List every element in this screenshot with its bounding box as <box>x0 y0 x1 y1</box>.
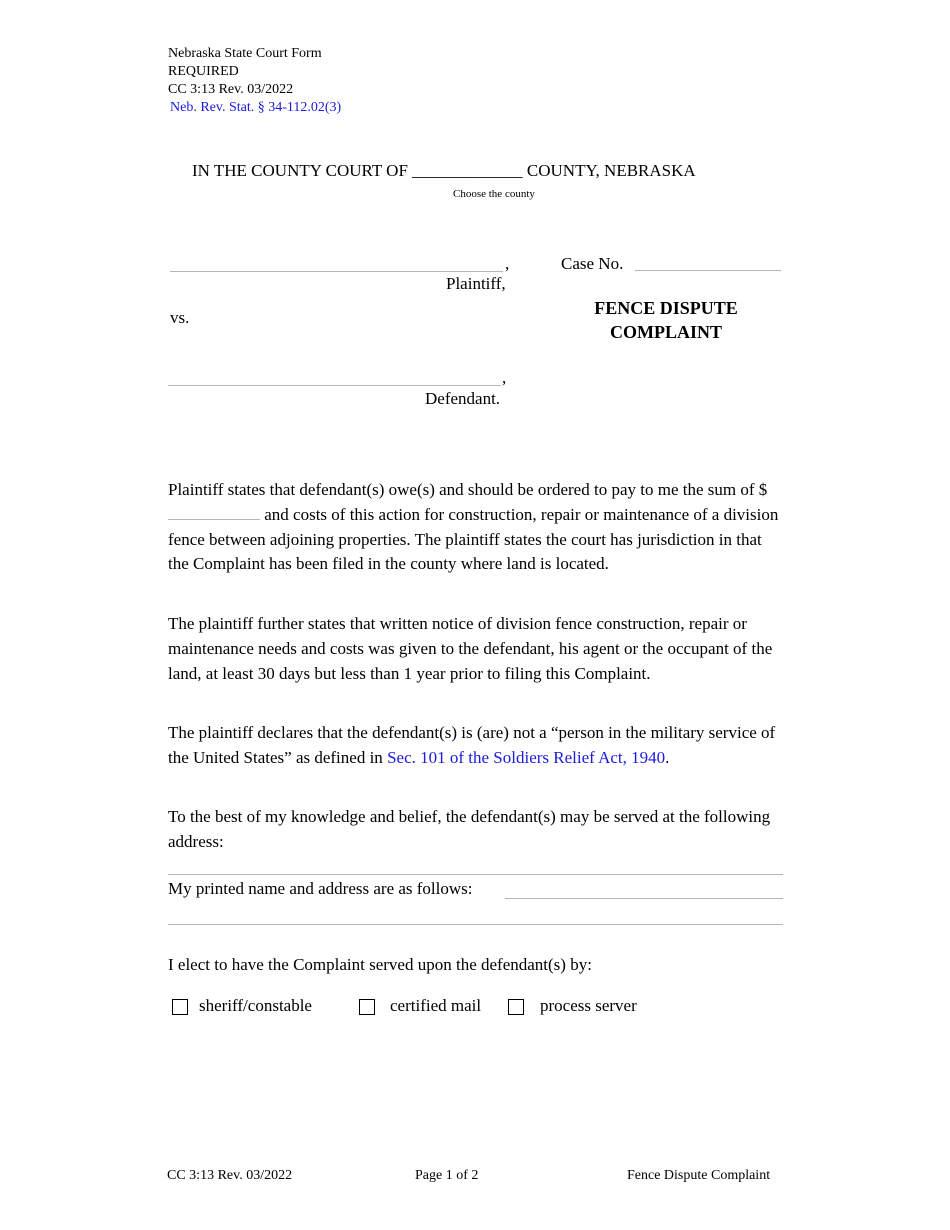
county-hint: Choose the county <box>453 188 535 200</box>
printed-name-field[interactable] <box>505 898 783 899</box>
court-heading <box>192 161 696 181</box>
paragraph-amount-text-b: and costs of this action for construction, repair or maintenance of a division fence between adjoining properties. The plaintiff states the court has jurisdiction in that the Complaint has been filed in the county where land is located. <box>168 504 779 574</box>
defendant-comma: , <box>502 368 507 387</box>
versus-label: vs. <box>170 308 190 327</box>
process-server-checkbox[interactable] <box>508 999 524 1015</box>
case-no-field[interactable] <box>635 270 781 271</box>
paragraph-service-address: To the best of my knowledge and belief, the defendant(s) may be served at the following address: <box>168 807 771 851</box>
form-number: CC 3:13 Rev. 03/2022 <box>168 82 294 97</box>
sheriff-checkbox[interactable] <box>172 999 188 1015</box>
court-suffix: COUNTY, NEBRASKA <box>526 161 696 180</box>
paragraph-military-declaration <box>168 721 786 771</box>
process-server-label: process server <box>540 996 637 1015</box>
plaintiff-name-field[interactable] <box>170 271 503 272</box>
form-origin-label: Nebraska State Court Form <box>168 46 322 61</box>
defendant-address-field[interactable] <box>168 874 783 875</box>
soldiers-relief-act-link[interactable]: Sec. 101 of the Soldiers Relief Act, 1940 <box>387 747 666 767</box>
military-period: . <box>665 747 670 767</box>
amount-field[interactable] <box>168 505 260 520</box>
certified-mail-checkbox[interactable] <box>359 999 375 1015</box>
printed-name-label: My printed name and address are as follows: <box>168 879 473 898</box>
printed-address-field[interactable] <box>168 924 783 925</box>
footer-page-number: Page 1 of 2 <box>415 1168 479 1183</box>
service-election-label: I elect to have the Complaint served upon the defendant(s) by: <box>168 955 592 974</box>
defendant-label: Defendant. <box>425 389 501 408</box>
document-title-line2: COMPLAINT <box>610 322 722 342</box>
defendant-name-field[interactable] <box>168 385 501 386</box>
county-field[interactable]: _____________ <box>412 161 523 180</box>
certified-mail-label: certified mail <box>390 996 482 1015</box>
sheriff-label: sheriff/constable <box>199 996 312 1015</box>
military-text: The plaintiff declares that the defendant(s) is (are) not a “person in the military service of the United States” as defined in <box>168 723 776 767</box>
footer-form-title: Fence Dispute Complaint <box>627 1168 771 1183</box>
required-label: REQUIRED <box>168 64 239 79</box>
document-title-line1: FENCE DISPUTE <box>594 298 738 318</box>
footer-form-number: CC 3:13 Rev. 03/2022 <box>167 1168 293 1183</box>
paragraph-amount-text-a: Plaintiff states that defendant(s) owe(s) and should be ordered to pay to me the sum of $ <box>168 480 768 499</box>
paragraph-amount-owed <box>168 478 786 577</box>
case-no-label: Case No. <box>561 254 624 273</box>
plaintiff-label: Plaintiff, <box>446 274 506 293</box>
paragraph-notice: The plaintiff further states that written notice of division fence construction, repair or maintenance needs and costs was given to the defendant, his agent or the occupant of the land, at least 30 days but less than 1 year prior to filing this Complaint. <box>168 614 773 683</box>
plaintiff-comma: , <box>505 254 510 273</box>
court-prefix: IN THE COUNTY COURT OF <box>192 161 408 180</box>
statute-link[interactable]: Neb. Rev. Stat. § 34-112.02(3) <box>170 100 342 115</box>
